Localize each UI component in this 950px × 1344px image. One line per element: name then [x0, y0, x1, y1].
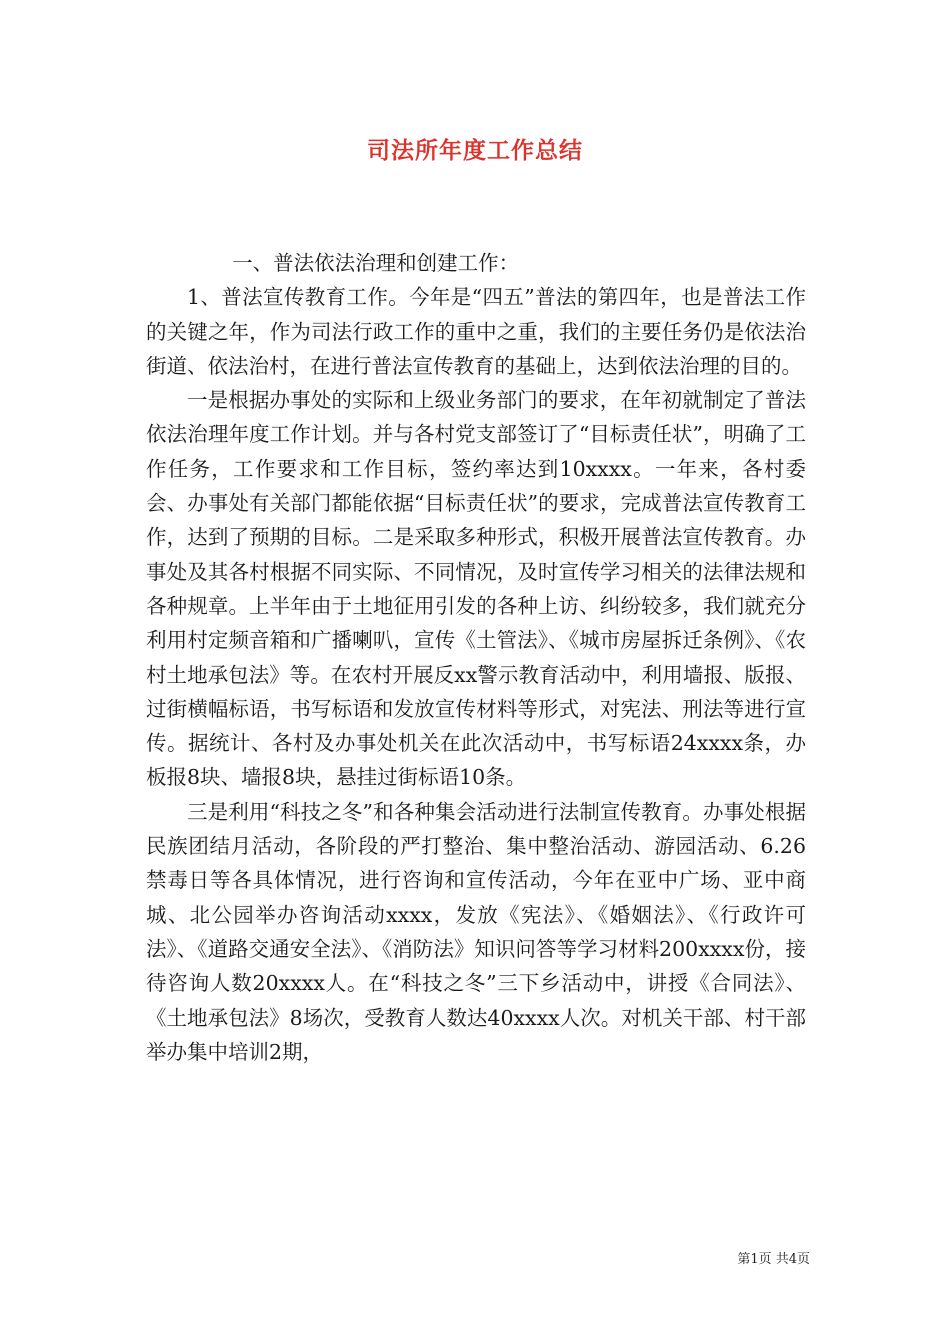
page-number-footer: 第1页 共4页	[737, 1252, 810, 1267]
paragraph: 一是根据办事处的实际和上级业务部门的要求，在年初就制定了普法依法治理年度工作计划。并与各村党支部签订了“目标责任状”，明确了工作任务，工作要求和工作目标，签约率达到10xxxx。一年来，各村委会、办事处有关部门都能依据“目标责任状”的要求，完成普法宣传教育工作，达到了预期的目标。二是采取多种形式，积极开展普法宣传教育。办事处及其各村根据不同实际、不同情况，及时宣传学习相关的法律法规和各种规章。上半年由于土地征用引发的各种上访、纠纷较多，我们就充分利用村定频音箱和广播喇叭，宣传《土管法》、《城市房屋拆迁条例》、《农村土地承包法》等。在农村开展反xx警示教育活动中，利用墙报、版报、过街横幅标语，书写标语和发放宣传材料等形式，对宪法、刑法等进行宣传。据统计、各村及办事处机关在此次活动中，书写标语24xxxx条，办板报8块、墙报8块，悬挂过街标语10条。	[146, 388, 806, 790]
document-body	[146, 246, 806, 1069]
section-heading: 一、普法依法治理和创建工作：	[232, 251, 520, 275]
document-title: 司法所年度工作总结	[367, 137, 583, 164]
paragraph: 1、普法宣传教育工作。今年是“四五”普法的第四年，也是普法工作的关键之年，作为司法行政工作的重中之重，我们的主要任务仍是依法治街道、依法治村，在进行普法宣传教育的基础上，达到依法治理的目的。	[146, 285, 806, 378]
paragraph: 三是利用“科技之冬”和各种集会活动进行法制宣传教育。办事处根据民族团结月活动，各阶段的严打整治、集中整治活动、游园活动、6.26禁毒日等各具体情况，进行咨询和宣传活动，今年在亚中广场、亚中商城、北公园举办咨询活动xxxx，发放《宪法》、《婚姻法》、《行政许可法》、《道路交通安全法》、《消防法》知识问答等学习材料200xxxx份，接待咨询人数20xxxx人。在“科技之冬”三下乡活动中，讲授《合同法》、《土地承包法》8场次，受教育人数达40xxxx人次。对机关干部、村干部举办集中培训2期，	[146, 799, 806, 1064]
